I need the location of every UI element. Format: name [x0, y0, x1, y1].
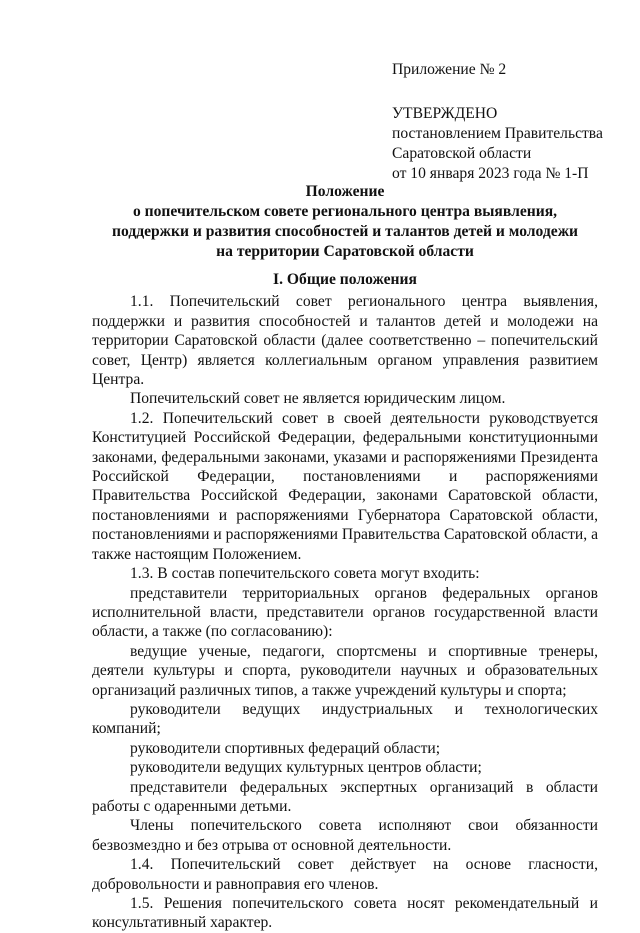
document-body: [92, 270, 598, 933]
annex-number: Приложение № 2: [392, 61, 507, 78]
decree-line-3: от 10 января 2023 года № 1-П: [392, 165, 589, 182]
title-line-1: Положение: [305, 183, 385, 200]
decree-line-2: Саратовской области: [392, 145, 532, 162]
approved-stamp-text: УТВЕРЖДЕНО: [392, 105, 498, 122]
paragraph-members-duties: Члены попечительского совета исполняют свои обязанности безвозмездно и без отрыва от основной деятельности.: [92, 817, 598, 854]
paragraph-members-scientists: ведущие ученые, педагоги, спортсмены и спортивные тренеры, деятели культуры и спорта, руководители научных и образовательных организаций различных типов, а также учреждений культуры и спорта;: [92, 642, 598, 699]
paragraph-members-experts: представители федеральных экспертных организаций в области работы с одаренными детьми.: [92, 778, 598, 815]
paragraph-1-4: 1.4. Попечительский совет действует на основе гласности, добровольности и равноправия его членов.: [92, 856, 598, 893]
paragraph-1-2: 1.2. Попечительский совет в своей деятельности руководствуется Конституцией Российской Федерации, федеральными конституционными законами, федеральными законами, указами и распоряжениями Президента Российской Федерации, постановлениями и распоряжениями Правительства Российской Федерации, законами Саратовской области, постановлениями и распоряжениями Губернатора Саратовской области, постановлениями и распоряжениями Правительства Саратовской области, а также настоящим Положением.: [92, 409, 598, 563]
title-line-4: на территории Саратовской области: [216, 243, 474, 260]
decree-line-1: постановлением Правительства: [392, 125, 603, 142]
approval-block: [392, 60, 632, 184]
paragraph-1-1: 1.1. Попечительский совет регионального центра выявления, поддержки и развития способностей и талантов детей и молодежи на территории Саратовской области (далее соответственно – попечительский совет, Центр) является коллегиальным органом управления развитием Центра.: [92, 293, 598, 389]
paragraph-members-officials: представители территориальных органов федеральных органов исполнительной власти, представители органов государственной власти области, а также (по согласованию):: [92, 584, 598, 641]
section-heading: I. Общие положения: [273, 271, 417, 288]
paragraph-legal-status: Попечительский совет не является юридическим лицом.: [130, 390, 506, 408]
document-title: [92, 182, 598, 262]
title-line-3: поддержки и развития способностей и талантов детей и молодежи: [111, 223, 578, 240]
title-line-2: о попечительском совете регионального центра выявления,: [132, 203, 558, 220]
paragraph-members-companies: руководители ведущих индустриальных и технологических компаний;: [92, 700, 598, 738]
paragraph-1-5: 1.5. Решения попечительского совета носят рекомендательный и консультативный характер.: [92, 895, 598, 932]
paragraph-members-culture-centers: руководители ведущих культурных центров области;: [130, 759, 482, 777]
paragraph-1-3: 1.3. В состав попечительского совета могут входить:: [130, 565, 480, 583]
paragraph-members-sport-federations: руководители спортивных федераций области;: [130, 739, 441, 757]
